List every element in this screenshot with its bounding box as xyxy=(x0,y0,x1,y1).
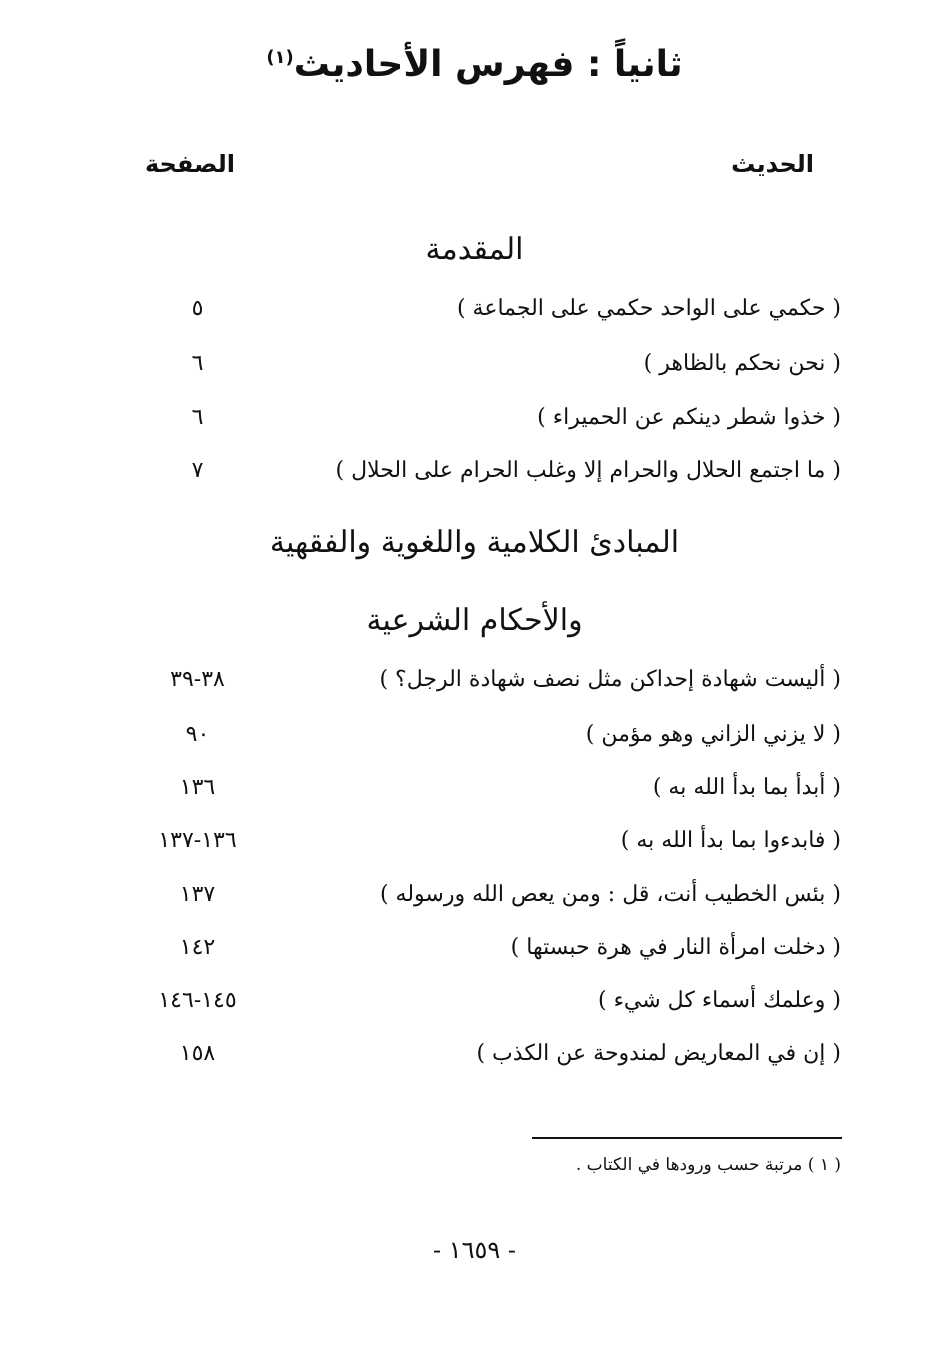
page-ref: ١٣٧ xyxy=(179,882,216,907)
section-heading-intro: المقدمة xyxy=(425,232,524,267)
hadith-row xyxy=(0,405,949,441)
hadith-row xyxy=(0,667,949,703)
hadith-row xyxy=(0,458,949,494)
column-header-hadith: الحديث xyxy=(731,150,814,178)
hadith-text: ( خذوا شطر دينكم عن الحميراء ) xyxy=(537,405,841,430)
hadith-text: ( بئس الخطيب أنت، قل : ومن يعص الله ورسوله ) xyxy=(379,882,841,907)
page-ref: ٦ xyxy=(191,351,204,376)
page-ref: ١٤٥-١٤٦ xyxy=(158,988,237,1013)
column-header-page: الصفحة xyxy=(145,150,236,178)
footnote-divider xyxy=(532,1137,842,1139)
footnote-marker: (١) xyxy=(266,47,294,68)
section-heading-principles-line1: المبادئ الكلامية واللغوية والفقهية xyxy=(269,525,680,560)
hadith-text: ( أليست شهادة إحداكن مثل نصف شهادة الرجل؟ ) xyxy=(379,667,841,692)
page-ref: ٩٠ xyxy=(185,722,210,747)
page-ref: ٣٨-٣٩ xyxy=(170,667,225,692)
page-ref: ٧ xyxy=(191,458,204,483)
hadith-row xyxy=(0,828,949,864)
hadith-text: ( نحن نحكم بالظاهر ) xyxy=(643,351,841,376)
hadith-row xyxy=(0,722,949,758)
hadith-text: ( حكمي على الواحد حكمي على الجماعة ) xyxy=(456,296,841,321)
footnote: ( ١ ) مرتبة حسب ورودها في الكتاب . xyxy=(575,1155,841,1175)
page-ref: ٦ xyxy=(191,405,204,430)
hadith-row xyxy=(0,988,949,1024)
hadith-row xyxy=(0,1041,949,1077)
hadith-row xyxy=(0,296,949,332)
hadith-text: ( لا يزني الزاني وهو مؤمن ) xyxy=(585,722,841,747)
hadith-text: ( فابدءوا بما بدأ الله به ) xyxy=(620,828,841,853)
hadith-text: ( إن في المعاريض لمندوحة عن الكذب ) xyxy=(476,1041,841,1066)
hadith-row xyxy=(0,935,949,971)
hadith-text: ( أبدأ بما بدأ الله به ) xyxy=(652,775,841,800)
hadith-row xyxy=(0,351,949,387)
hadith-text: ( ما اجتمع الحلال والحرام إلا وغلب الحرام على الحلال ) xyxy=(335,458,841,483)
title-text: ثانياً : فهرس الأحاديث xyxy=(293,44,683,85)
page-ref: ٥ xyxy=(191,296,204,321)
section-heading-principles-line2: والأحكام الشرعية xyxy=(366,603,583,638)
hadith-row xyxy=(0,882,949,918)
page-ref: ١٥٨ xyxy=(179,1041,216,1066)
page-ref: ١٣٦ xyxy=(179,775,216,800)
page-title xyxy=(0,44,949,85)
hadith-text: ( دخلت امرأة النار في هرة حبستها ) xyxy=(510,935,841,960)
hadith-text: ( وعلمك أسماء كل شيء ) xyxy=(598,988,841,1013)
page-ref: ١٤٢ xyxy=(179,935,216,960)
page-number: - ١٦٥٩ - xyxy=(432,1236,517,1264)
hadith-row xyxy=(0,775,949,811)
page-ref: ١٣٦-١٣٧ xyxy=(158,828,237,853)
